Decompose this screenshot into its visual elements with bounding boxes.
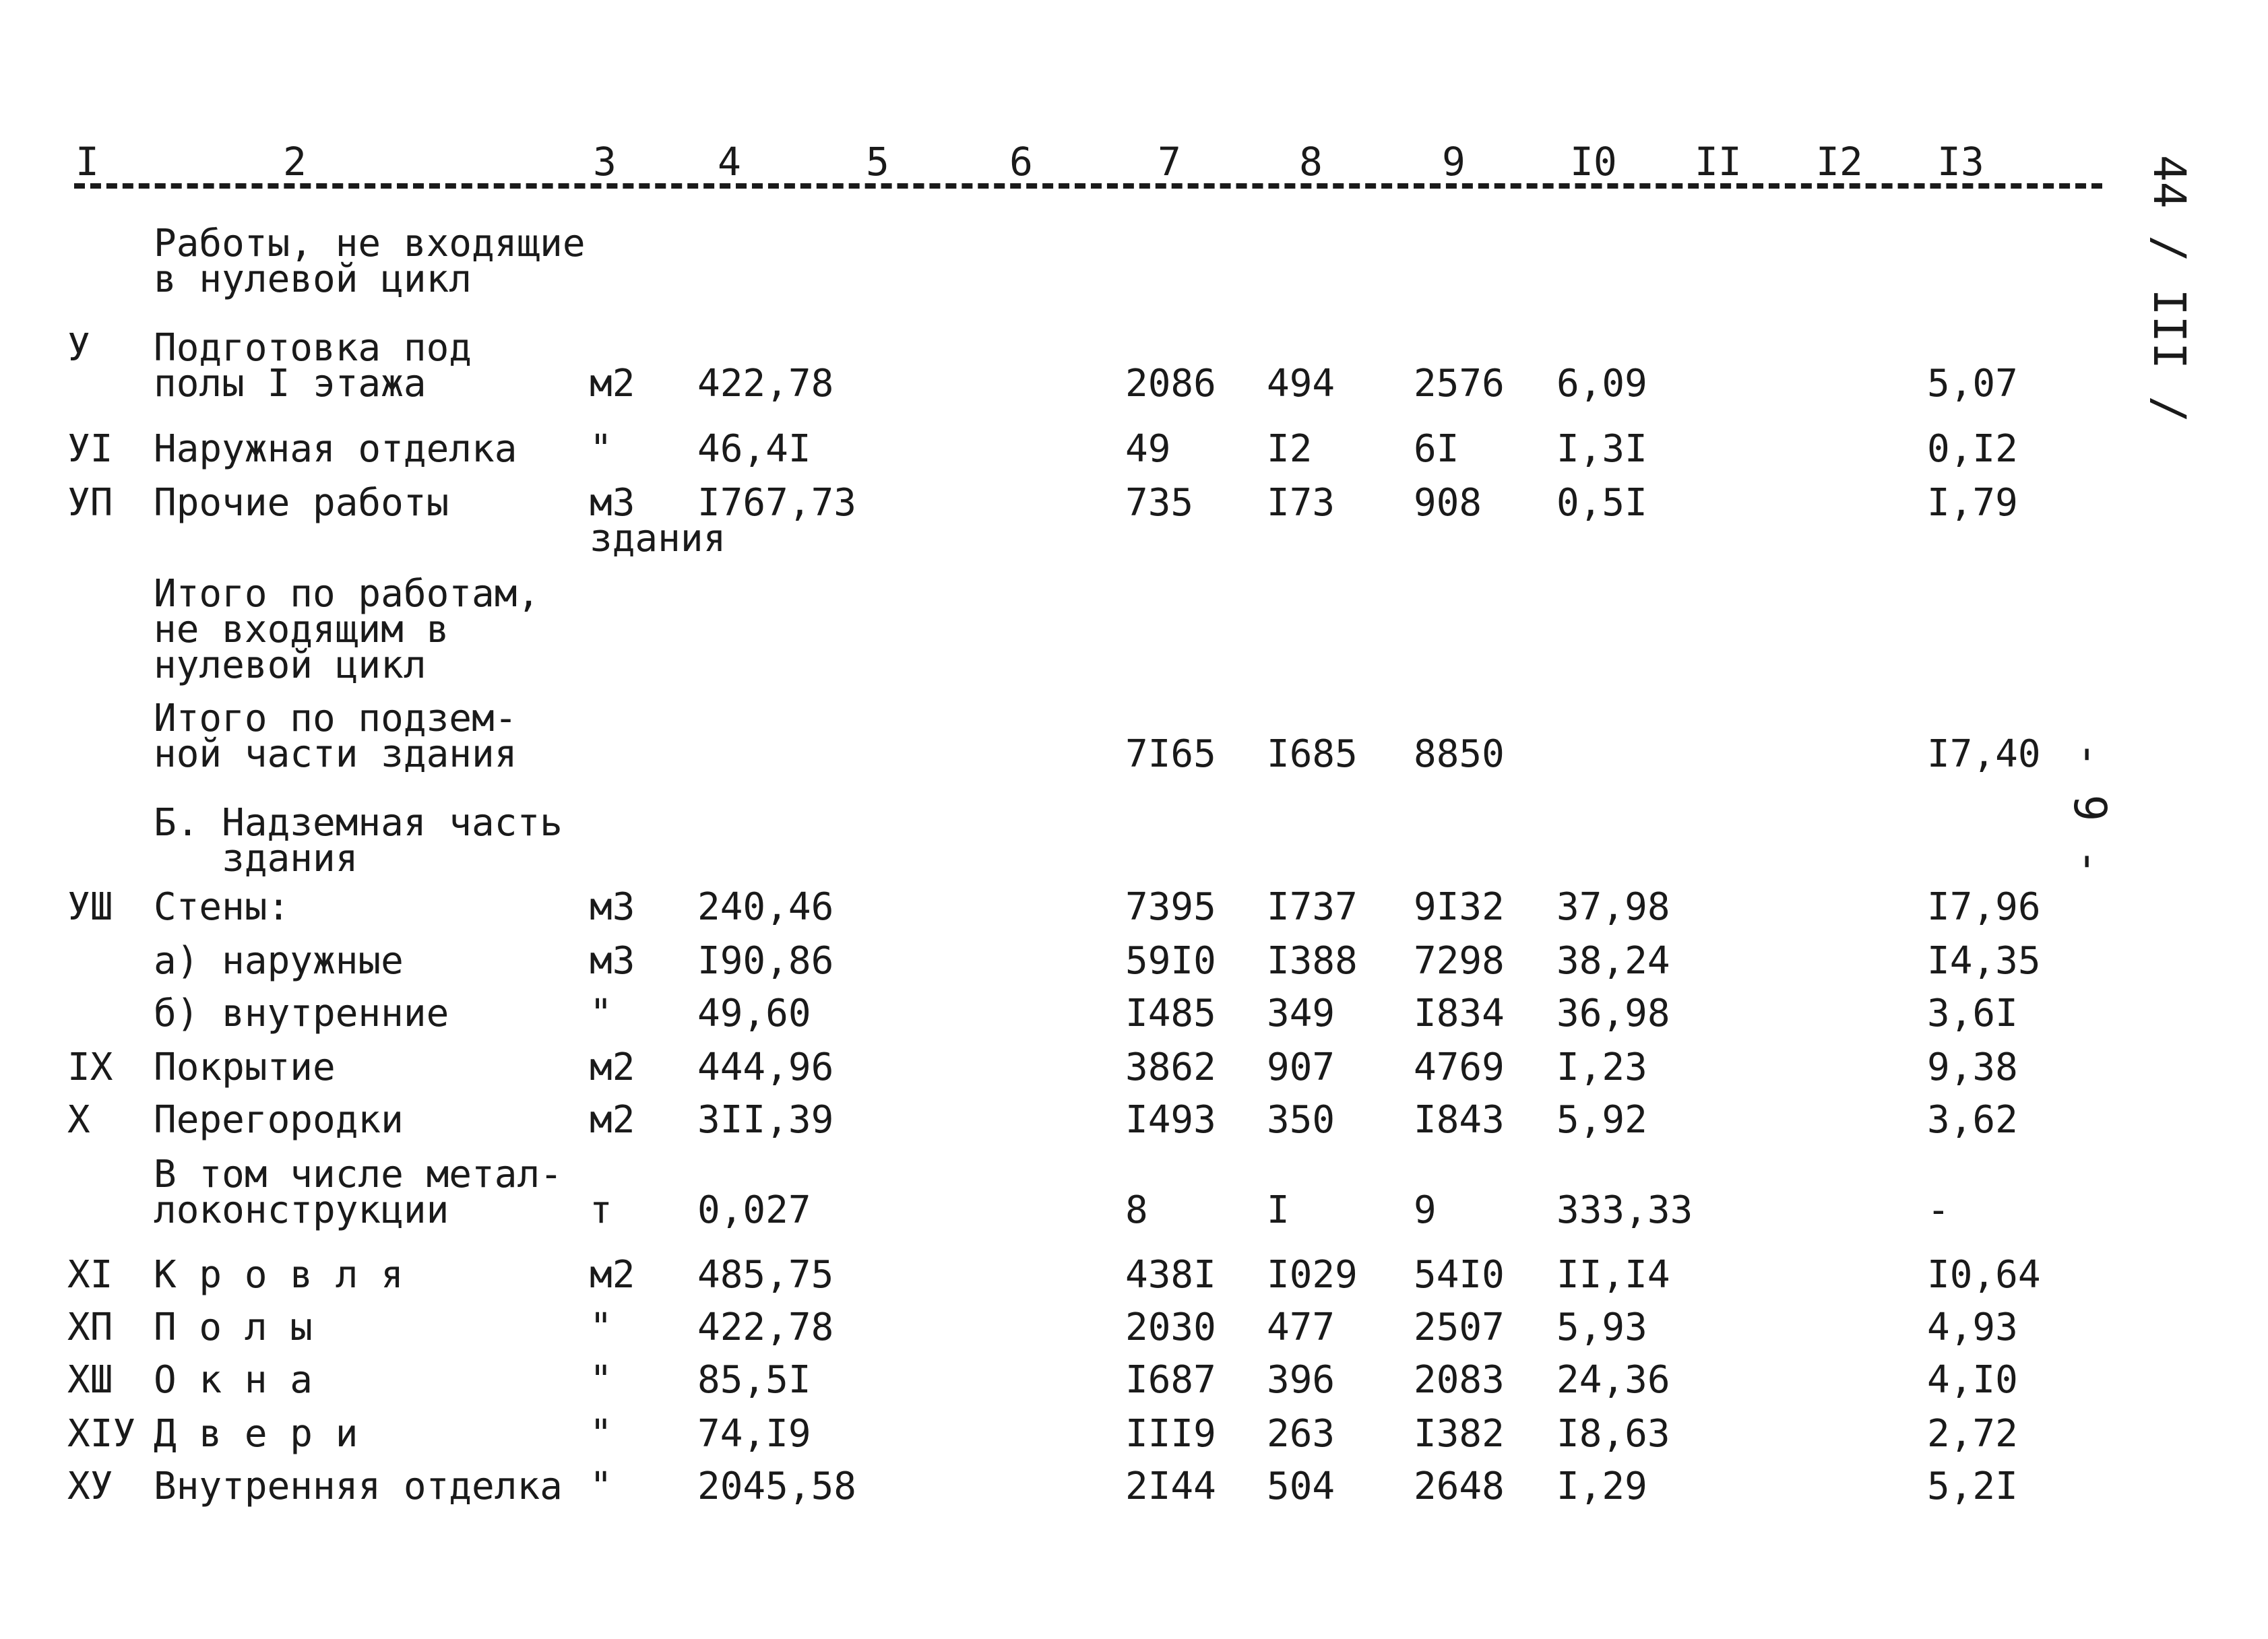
col-header-7: 7 <box>1158 139 1181 185</box>
percent-col-13: 9,38 <box>1927 1046 2018 1089</box>
section-number: XУ <box>67 1465 113 1508</box>
unit-cost-col-10: 5,93 <box>1556 1306 1647 1349</box>
cost-col-9: 2083 <box>1414 1358 1505 1402</box>
percent-col-13: 2,72 <box>1927 1412 2018 1456</box>
work-name: В том числе метал- локонструкции <box>154 1153 563 1232</box>
percent-col-13: I7,40 <box>1927 732 2041 776</box>
cost-col-8: I737 <box>1267 885 1358 929</box>
work-name: П о л ы <box>154 1306 313 1349</box>
quantity-value: I767,73 <box>697 481 857 525</box>
cost-col-8: I388 <box>1267 939 1358 983</box>
cost-col-9: 2648 <box>1414 1465 1505 1508</box>
section-number: У <box>67 326 90 370</box>
cost-col-7: I493 <box>1125 1098 1216 1142</box>
unit-of-measure: м2 <box>590 1046 635 1089</box>
unit-of-measure: м3 <box>590 885 635 929</box>
work-name: Покрытие <box>154 1046 336 1089</box>
cost-col-7: 7395 <box>1125 885 1216 929</box>
quantity-value: 49,60 <box>697 992 811 1035</box>
percent-col-13: 4,93 <box>1927 1306 2018 1349</box>
section-number: X <box>67 1098 90 1142</box>
quantity-value: 85,5I <box>697 1358 811 1402</box>
section-number: XП <box>67 1306 113 1349</box>
work-name: Внутренняя отделка <box>154 1465 563 1508</box>
col-header-11: II <box>1695 139 1742 185</box>
cost-col-8: I73 <box>1267 481 1335 525</box>
cost-col-7: 2I44 <box>1125 1465 1216 1508</box>
quantity-value: 0,027 <box>697 1188 811 1232</box>
cost-col-9: 8850 <box>1414 732 1505 776</box>
col-header-10: I0 <box>1570 139 1617 185</box>
section-number: IX <box>67 1046 113 1089</box>
quantity-value: 485,75 <box>697 1253 834 1297</box>
unit-cost-col-10: 24,36 <box>1556 1358 1670 1402</box>
col-header-3: 3 <box>593 139 617 185</box>
unit-of-measure: " <box>590 427 612 471</box>
cost-col-7: 735 <box>1125 481 1194 525</box>
work-name: Перегородки <box>154 1098 404 1142</box>
quantity-value: 422,78 <box>697 362 834 406</box>
work-name: Наружная отделка <box>154 427 517 471</box>
unit-cost-col-10: 6,09 <box>1556 362 1647 406</box>
unit-of-measure: м3 <box>590 939 635 983</box>
percent-col-13: I0,64 <box>1927 1253 2041 1297</box>
cost-col-7: I687 <box>1125 1358 1216 1402</box>
cost-col-7: 7I65 <box>1125 732 1216 776</box>
cost-col-8: I2 <box>1267 427 1313 471</box>
cost-col-9: 4769 <box>1414 1046 1505 1089</box>
unit-cost-col-10: 0,5I <box>1556 481 1647 525</box>
cost-col-9: 54I0 <box>1414 1253 1505 1297</box>
cost-col-9: I843 <box>1414 1098 1505 1142</box>
col-header-1: I <box>75 139 99 185</box>
percent-col-13: I,79 <box>1927 481 2018 525</box>
cost-col-8: 263 <box>1267 1412 1335 1456</box>
percent-col-13: 3,62 <box>1927 1098 2018 1142</box>
unit-of-measure: " <box>590 1412 612 1456</box>
quantity-value: 444,96 <box>697 1046 834 1089</box>
section-number: XI <box>67 1253 113 1297</box>
percent-col-13: 0,I2 <box>1927 427 2018 471</box>
cost-col-8: 350 <box>1267 1098 1335 1142</box>
col-header-13: I3 <box>1937 139 1984 185</box>
work-name: Б. Надземная часть здания <box>154 801 563 880</box>
cost-col-7: 3862 <box>1125 1046 1216 1089</box>
unit-cost-col-10: I,3I <box>1556 427 1647 471</box>
unit-cost-col-10: I8,63 <box>1556 1412 1670 1456</box>
unit-cost-col-10: I,23 <box>1556 1046 1647 1089</box>
section-number: XШ <box>67 1358 113 1402</box>
percent-col-13: I4,35 <box>1927 939 2041 983</box>
section-number: XIУ <box>67 1412 136 1456</box>
percent-col-13: 5,2I <box>1927 1465 2018 1508</box>
cost-col-8: I <box>1267 1188 1290 1232</box>
unit-of-measure: " <box>590 1465 612 1508</box>
unit-cost-col-10: 38,24 <box>1556 939 1670 983</box>
work-name: Стены: <box>154 885 290 929</box>
cost-col-8: I685 <box>1267 732 1358 776</box>
cost-col-9: I834 <box>1414 992 1505 1035</box>
unit-of-measure: м2 <box>590 1098 635 1142</box>
cost-col-7: 49 <box>1125 427 1171 471</box>
cost-col-7: 438I <box>1125 1253 1216 1297</box>
quantity-value: 46,4I <box>697 427 811 471</box>
unit-cost-col-10: 333,33 <box>1556 1188 1693 1232</box>
section-number: УП <box>67 481 113 525</box>
unit-cost-col-10: 36,98 <box>1556 992 1670 1035</box>
col-header-8: 8 <box>1299 139 1323 185</box>
page-number: - 9 - <box>2064 741 2116 875</box>
work-name: Прочие работы <box>154 481 449 525</box>
col-header-6: 6 <box>1009 139 1033 185</box>
percent-col-13: - <box>1927 1188 1950 1232</box>
cost-col-9: 9 <box>1414 1188 1437 1232</box>
col-header-5: 5 <box>866 139 889 185</box>
work-name: Итого по работам, не входящим в нулевой цикл <box>154 572 540 687</box>
unit-cost-col-10: 37,98 <box>1556 885 1670 929</box>
col-header-9: 9 <box>1442 139 1466 185</box>
cost-col-8: 477 <box>1267 1306 1335 1349</box>
col-header-2: 2 <box>283 139 307 185</box>
cost-col-8: 349 <box>1267 992 1335 1035</box>
cost-col-9: 2507 <box>1414 1306 1505 1349</box>
unit-of-measure: м3 здания <box>590 481 726 560</box>
cost-col-8: I029 <box>1267 1253 1358 1297</box>
quantity-value: 422,78 <box>697 1306 834 1349</box>
percent-col-13: 3,6I <box>1927 992 2018 1035</box>
work-name: а) наружные <box>154 939 404 983</box>
cost-col-8: 504 <box>1267 1465 1335 1508</box>
cost-col-7: I485 <box>1125 992 1216 1035</box>
unit-cost-col-10: II,I4 <box>1556 1253 1670 1297</box>
cost-col-9: 7298 <box>1414 939 1505 983</box>
header-dashed-rule <box>74 183 2102 189</box>
unit-cost-col-10: 5,92 <box>1556 1098 1647 1142</box>
cost-col-7: 8 <box>1125 1188 1148 1232</box>
cost-col-9: 2576 <box>1414 362 1505 406</box>
unit-of-measure: т <box>590 1188 612 1232</box>
cost-col-8: 396 <box>1267 1358 1335 1402</box>
sheet-code-label: 44 / III / <box>2143 155 2195 423</box>
percent-col-13: 5,07 <box>1927 362 2018 406</box>
work-name: О к н а <box>154 1358 313 1402</box>
unit-of-measure: м2 <box>590 1253 635 1297</box>
cost-col-9: 6I <box>1414 427 1459 471</box>
percent-col-13: 4,I0 <box>1927 1358 2018 1402</box>
cost-col-8: 907 <box>1267 1046 1335 1089</box>
work-name: Работы, не входящие в нулевой цикл <box>154 222 586 301</box>
work-name: б) внутренние <box>154 992 449 1035</box>
cost-col-7: 2086 <box>1125 362 1216 406</box>
cost-col-9: 9I32 <box>1414 885 1505 929</box>
quantity-value: I90,86 <box>697 939 834 983</box>
col-header-4: 4 <box>718 139 741 185</box>
quantity-value: 2045,58 <box>697 1465 857 1508</box>
unit-of-measure: " <box>590 1306 612 1349</box>
work-name: Итого по подзем- ной части здания <box>154 697 517 776</box>
work-name: Подготовка под полы I этажа <box>154 326 472 406</box>
work-name: Д в е р и <box>154 1412 358 1456</box>
section-number: УШ <box>67 885 113 929</box>
unit-of-measure: м2 <box>590 362 635 406</box>
unit-of-measure: " <box>590 992 612 1035</box>
cost-col-8: 494 <box>1267 362 1335 406</box>
section-number: УI <box>67 427 113 471</box>
unit-cost-col-10: I,29 <box>1556 1465 1647 1508</box>
cost-col-7: 59I0 <box>1125 939 1216 983</box>
quantity-value: 74,I9 <box>697 1412 811 1456</box>
cost-col-7: III9 <box>1125 1412 1216 1456</box>
cost-col-9: 908 <box>1414 481 1482 525</box>
cost-col-7: 2030 <box>1125 1306 1216 1349</box>
work-name: К р о в л я <box>154 1253 404 1297</box>
unit-of-measure: " <box>590 1358 612 1402</box>
quantity-value: 3II,39 <box>697 1098 834 1142</box>
quantity-value: 240,46 <box>697 885 834 929</box>
cost-col-9: I382 <box>1414 1412 1505 1456</box>
col-header-12: I2 <box>1816 139 1863 185</box>
percent-col-13: I7,96 <box>1927 885 2041 929</box>
